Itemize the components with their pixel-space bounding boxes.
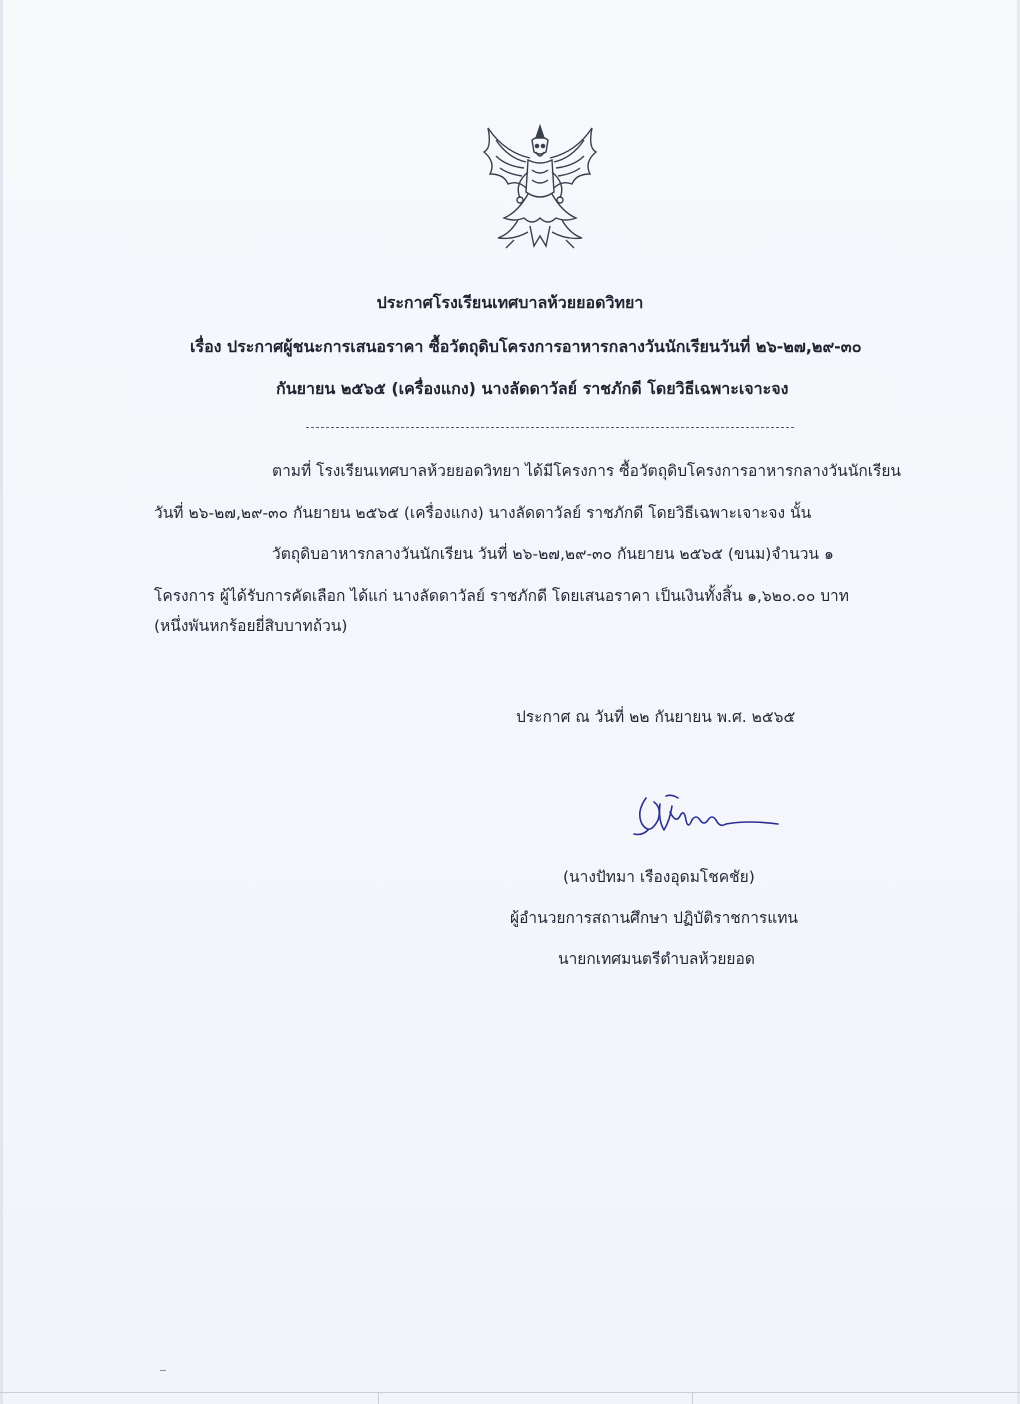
signer-position-secondary: นายกเทศมนตรีตำบลห้วยยอด: [558, 950, 755, 968]
body-paragraph2-line1: วัตถุดิบอาหารกลางวันนักเรียน วันที่ ๒๖-๒๗,๒๙-๓๐ กันยายน ๒๕๖๕ (ขนม)จำนวน ๑: [272, 545, 834, 563]
scan-mark: [160, 1370, 166, 1371]
body-paragraph1-line1: ตามที่ โรงเรียนเทศบาลห้วยยอดวิทยา ได้มีโครงการ ซื้อวัตถุดิบโครงการอาหารกลางวันนักเรียน: [272, 462, 902, 480]
scan-edge-tick: [692, 1392, 693, 1404]
body-paragraph1-line2: วันที่ ๒๖-๒๗,๒๙-๓๐ กันยายน ๒๕๖๕ (เครื่องแกง) นางลัดดาวัลย์ ราชภักดี โดยวิธีเฉพาะเจาะจง นั้น: [154, 504, 812, 522]
body-paragraph2-line2: โครงการ ผู้ได้รับการคัดเลือก ได้แก่ นางลัดดาวัลย์ ราชภักดี โดยเสนอราคา เป็นเงินทั้งสิ้น ๑,๖๒๐.๐๐ บาท: [154, 587, 849, 605]
body-paragraph2-line3: (หนึ่งพันหกร้อยยี่สิบบาทถ้วน): [154, 617, 348, 635]
signature-icon: [628, 790, 788, 846]
signer-name: (นางปัทมา เรืองอุดมโชคชัย): [563, 868, 755, 886]
announcement-date: ประกาศ ณ วันที่ ๒๒ กันยายน พ.ศ. ๒๕๖๕: [516, 708, 796, 726]
garuda-emblem-icon: [474, 122, 606, 254]
scan-edge-tick: [378, 1392, 379, 1404]
scan-bottom-edge: [0, 1392, 1020, 1393]
page-edge-left: [0, 0, 3, 1404]
document-subject-line1: เรื่อง ประกาศผู้ชนะการเสนอราคา ซื้อวัตถุดิบโครงการอาหารกลางวันนักเรียนวันที่ ๒๖-๒๗,๒๙-๓๐: [190, 337, 862, 356]
document-title: ประกาศโรงเรียนเทศบาลห้วยยอดวิทยา: [376, 293, 644, 312]
document-subject-line2: กันยายน ๒๕๖๕ (เครื่องแกง) นางลัดดาวัลย์ ราชภักดี โดยวิธีเฉพาะเจาะจง: [276, 379, 789, 398]
signer-position: ผู้อำนวยการสถานศึกษา ปฏิบัติราชการแทน: [510, 909, 799, 927]
title-divider: [306, 427, 794, 428]
